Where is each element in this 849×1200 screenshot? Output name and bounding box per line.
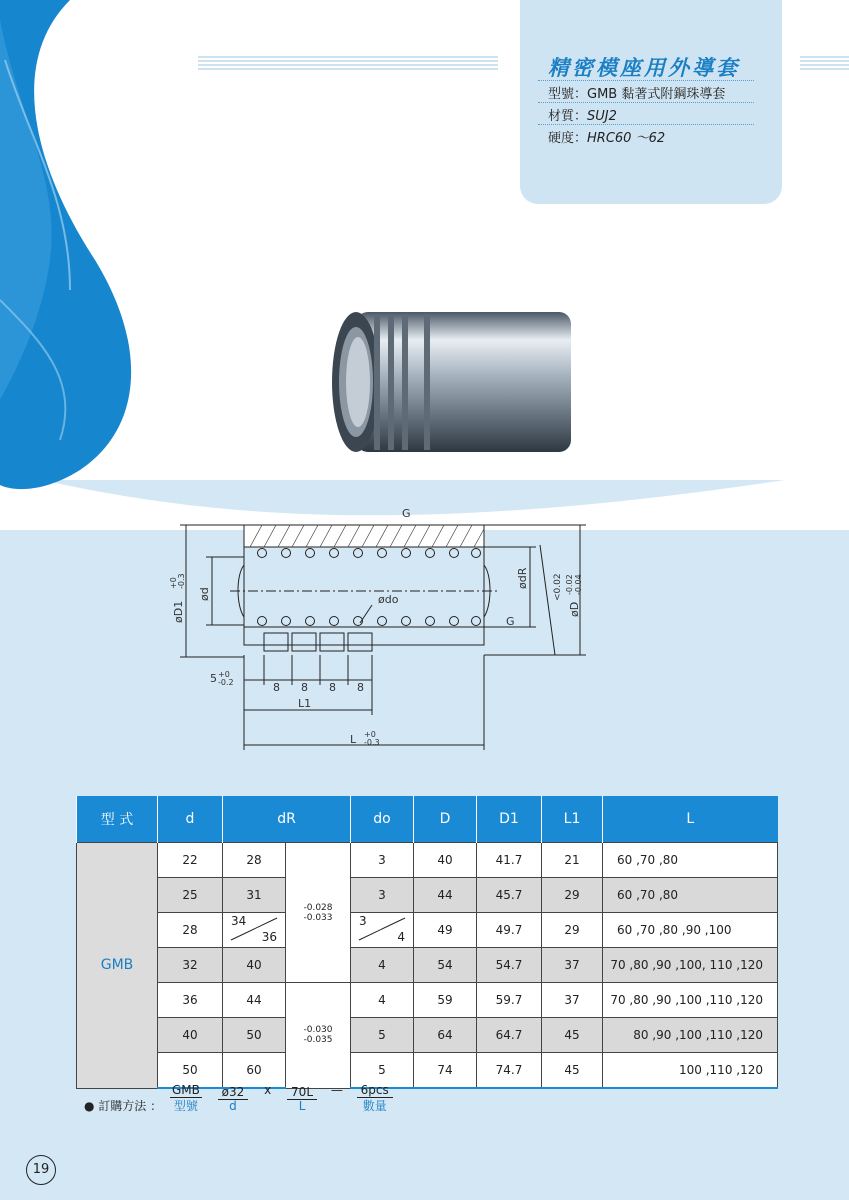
header-D1: D1: [477, 796, 542, 843]
svg-text:-0.3: -0.3: [177, 573, 186, 589]
pitch-2: 8: [301, 681, 308, 694]
l1-label: L1: [298, 697, 312, 710]
g-mark-bottom: G: [506, 615, 515, 628]
D-label: øD: [568, 601, 581, 617]
order-label: ● 訂購方法 ：: [84, 1099, 163, 1113]
do-label: ødo: [378, 593, 399, 606]
header-L1: L1: [542, 796, 603, 843]
header-stripes-left: [198, 56, 498, 72]
type-cell: GMB: [77, 843, 158, 1089]
table-row: 25 31 3 44 45.7 29 60 ,70 ,80: [77, 878, 778, 913]
table-row: 50 60 5 74 74.7 45 100 ,110 ,120: [77, 1053, 778, 1089]
d-label: ød: [198, 587, 211, 601]
svg-text:+0: +0: [364, 730, 376, 739]
pitch-3: 8: [329, 681, 336, 694]
svg-text:-0.2: -0.2: [218, 678, 234, 687]
pitch-4: 8: [357, 681, 364, 694]
dr-split-cell: 34 36: [223, 913, 286, 948]
model-spec: 型號：GMB 黏著式附鋼珠導套: [548, 87, 726, 102]
page-number: 19: [26, 1155, 56, 1185]
header-type: 型 式: [77, 796, 158, 843]
hardness-spec: 硬度：HRC60 ～62: [548, 131, 666, 146]
table-row: 28 34 36 3 4 49 49.7 29 60 ,70 ,80 ,90 ,100: [77, 913, 778, 948]
header-D: D: [414, 796, 477, 843]
product-photo: [316, 306, 576, 456]
svg-text:-0.3: -0.3: [364, 738, 380, 747]
header-d: d: [158, 796, 223, 843]
d1-label: øD1: [172, 600, 185, 623]
page-title: 精密模座用外導套: [548, 56, 740, 80]
table-row: 40 50 5 64 64.7 45 80 ,90 ,100 ,110 ,120: [77, 1018, 778, 1053]
material-spec: 材質：SUJ2: [548, 109, 617, 124]
svg-text:-0.02: -0.02: [565, 574, 574, 595]
order-method: ● 訂購方法 ： GMB 型號 $\frac{ø32}{d}$ x $\frac{70L}{L}$ — 6pcs 數量: [84, 1083, 393, 1114]
g-mark-top: G: [402, 507, 411, 520]
dr-label: ødR: [516, 567, 529, 589]
pitch-1: 8: [273, 681, 280, 694]
do-split-cell: 3 4: [351, 913, 414, 948]
table-row: 32 40 4 54 54.7 37 70 ,80 ,90 ,100, 110 ,120: [77, 948, 778, 983]
header-L: L: [603, 796, 778, 843]
five-label: 5: [210, 672, 217, 685]
tolerance-a: -0.028 -0.033: [286, 843, 351, 983]
svg-text:+0: +0: [218, 670, 230, 679]
technical-drawing: [160, 505, 620, 765]
header-do: do: [351, 796, 414, 843]
table-row: 36 44 -0.030 -0.035 4 59 59.7 37 70 ,80 ,90 ,100 ,110 ,120: [77, 983, 778, 1018]
svg-text:-0.04: -0.04: [574, 574, 583, 595]
runout-label: <0.02: [553, 573, 563, 601]
table-row: GMB 22 28 -0.028 -0.033 3 40 41.7 21 60 ,70 ,80: [77, 843, 778, 878]
divider: [538, 124, 754, 125]
l-label: L: [350, 733, 357, 746]
spec-table: [76, 796, 778, 1089]
divider: [538, 102, 754, 103]
header-dr: dR: [223, 796, 351, 843]
table-header-row: [77, 796, 778, 843]
header-stripes-right: [800, 56, 849, 72]
svg-text:+0: +0: [169, 577, 178, 589]
divider: [538, 80, 754, 81]
tolerance-b: -0.030 -0.035: [286, 983, 351, 1089]
